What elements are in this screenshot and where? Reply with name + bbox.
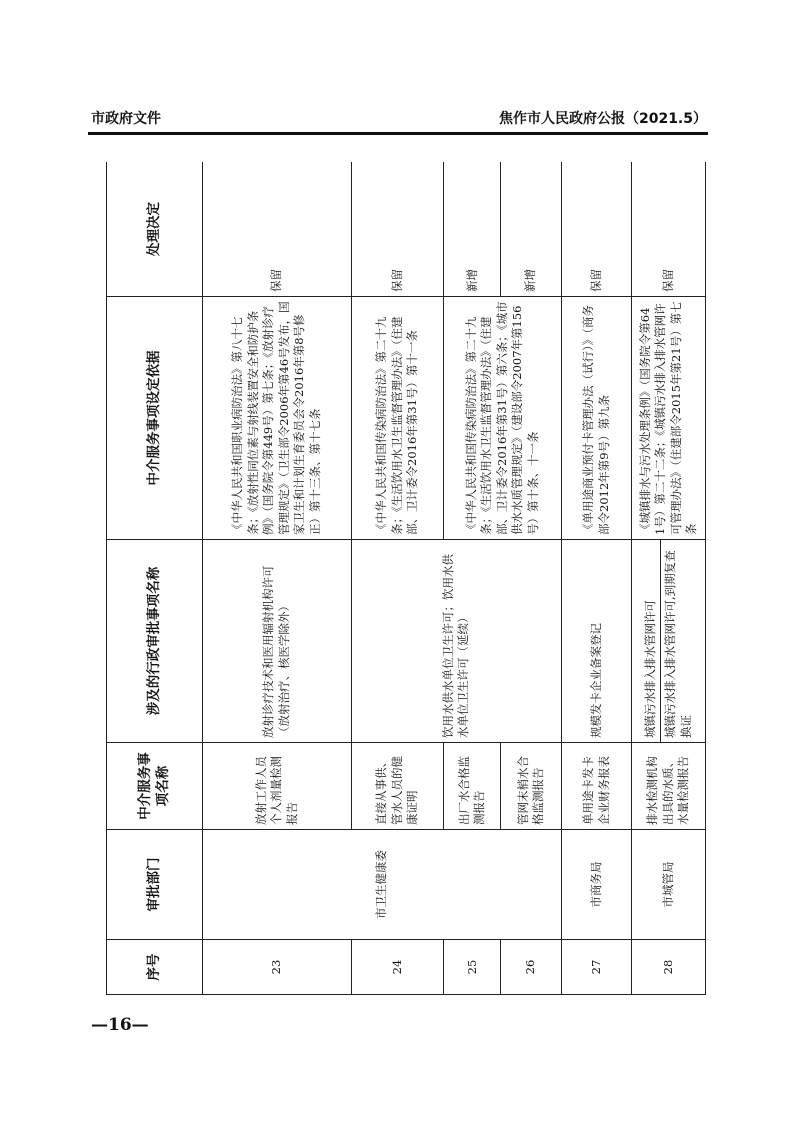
row-23-service: 放射工作人员个人剂量检测报告 [202, 743, 351, 830]
table-row [632, 162, 706, 995]
row-26-decision: 新增 [501, 162, 561, 297]
row-24-seq: 24 [352, 940, 444, 995]
row-24-basis: 《中华人民共和国传染病防治法》第二十九条；《生活饮用水卫生监督管理办法》（住建部、卫计委令2016年第31号）第十一条 [352, 297, 444, 540]
row-23-basis: 《中华人民共和国职业病防治法》第八十七条；《放射性同位素与射线装置安全和防护条例》（国务院令第449号）第七条；《放射诊疗管理规定》（卫生部令2006年第46号发布，国家卫生和计划生育委员会令2016年第8号修正）第十三条、第十七条 [202, 297, 351, 540]
row-23-seq: 23 [202, 940, 351, 995]
document-header-left: 市政府文件 [91, 111, 161, 127]
row-25-decision: 新增 [444, 162, 501, 297]
row-28-decision: 保留 [632, 162, 706, 297]
header-dept: 审批部门 [107, 830, 203, 940]
header-rule [88, 132, 708, 135]
header-service: 中介服务事项名称 [107, 743, 203, 830]
row-27-seq: 27 [561, 940, 631, 995]
row-27-decision: 保留 [561, 162, 631, 297]
row-27-basis: 《单用途商业预付卡管理办法（试行）》（商务部令2012年第9号）第九条 [561, 297, 631, 540]
approval-water: 饮用水供水单位卫生许可；饮用水供水单位卫生许可（延续） [352, 540, 562, 743]
row-28-approval [632, 540, 706, 743]
page-number: —16— [91, 1015, 149, 1035]
row-26-seq: 26 [501, 940, 561, 995]
row-27-dept: 市商务局 [561, 830, 631, 940]
row-28-approval-a: 城镇污水排入排水管网许可 [641, 540, 662, 742]
table-container [106, 162, 706, 995]
dept-health: 市卫生健康委 [202, 830, 561, 940]
header-seq: 序号 [107, 940, 203, 995]
rotated-table [106, 162, 706, 995]
table-header-row [107, 162, 203, 995]
row-27-approval: 规模发卡企业备案登记 [561, 540, 631, 743]
row-28-service: 排水检测机构出具的水质、水量检测报告 [632, 743, 706, 830]
row-28-dept: 市城管局 [632, 830, 706, 940]
row-24-decision: 保留 [352, 162, 444, 297]
row-28-seq: 28 [632, 940, 706, 995]
row-25-seq: 25 [444, 940, 501, 995]
approval-table [106, 162, 706, 995]
table-row [561, 162, 631, 995]
header-basis: 中介服务事项设定依据 [107, 297, 203, 540]
document-header-right: 焦作市人民政府公报（2021.5） [498, 111, 707, 127]
row-27-service: 单用途卡发卡企业财务报表 [561, 743, 631, 830]
row-23-approval: 放射诊疗技术和医用辐射机构许可（放射治疗、核医学除外） [202, 540, 351, 743]
header-approval: 涉及的行政审批事项名称 [107, 540, 203, 743]
row-28-approval-b: 城镇污水排入排水管网许可,到期复查换证 [663, 550, 693, 738]
header-decision: 处理决定 [107, 162, 203, 297]
row-26-service: 管网末梢水合格监测报告 [501, 743, 561, 830]
row-25-service: 出厂水合格监测报告 [444, 743, 501, 830]
row-23-decision: 保留 [202, 162, 351, 297]
row-25-basis: 《中华人民共和国传染病防治法》第二十九条；《生活饮用水卫生监督管理办法》（住建部、卫计委令2016年第31号）第六条；《城市供水水质管理规定》（建设部令2007年第156号）第十条、十一条 [444, 297, 562, 540]
row-24-service: 直接从事供、管水人员的健康证明 [352, 743, 444, 830]
row-28-basis: 《城镇排水与污水处理条例》（国务院令第641号）第二十二条；《城镇污水排入排水管网许可管理办法》（住建部令2015年第21号）第七条 [632, 297, 706, 540]
table-row [202, 162, 351, 995]
